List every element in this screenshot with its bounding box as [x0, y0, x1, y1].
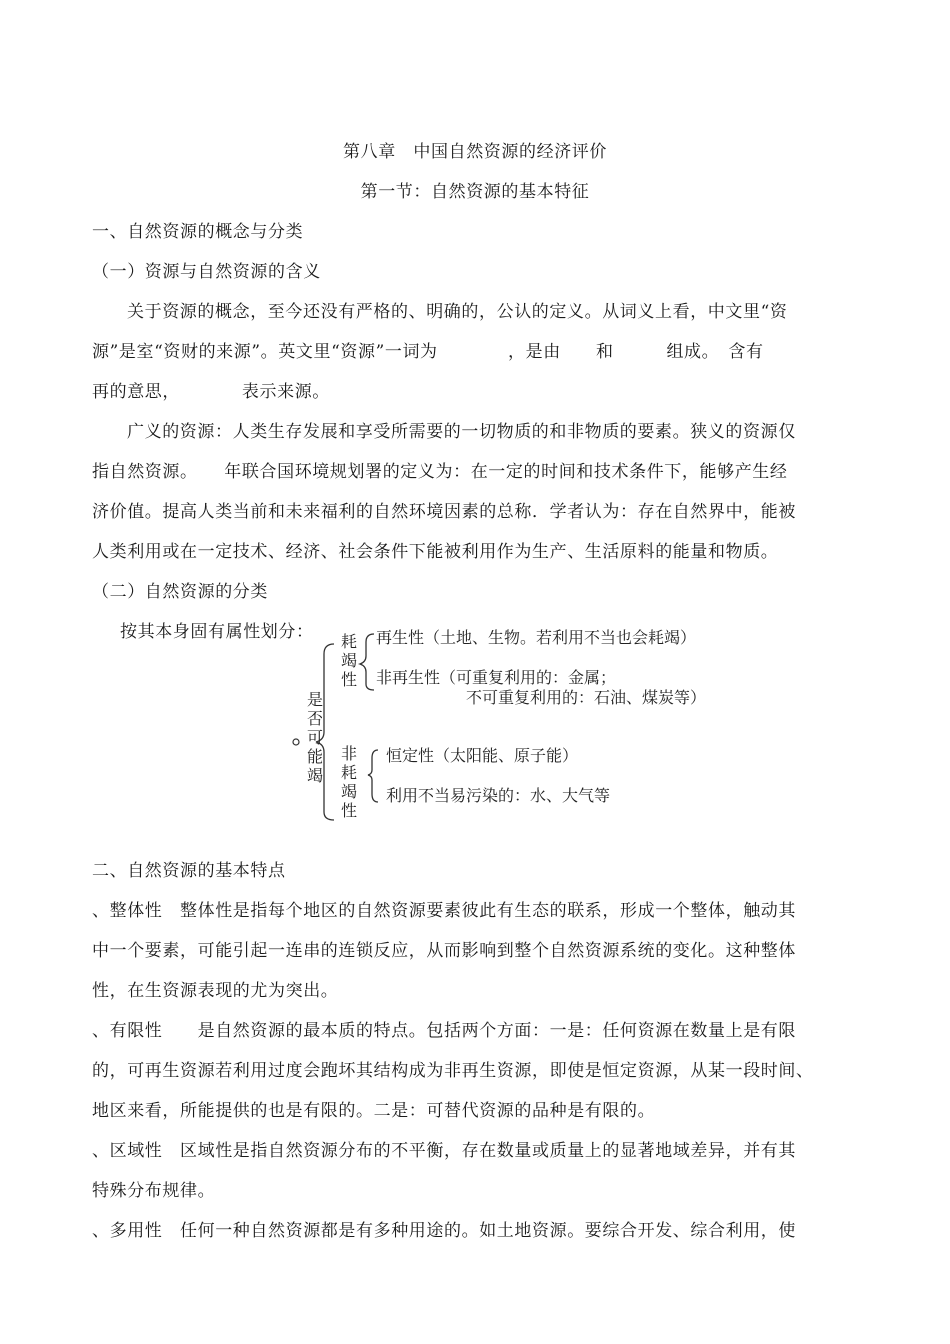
- paragraph-line: 再的意思， 表示来源。: [92, 382, 330, 402]
- paragraph-line: 中一个要素，可能引起一连串的连锁反应，从而影响到整个自然资源系统的变化。这种整体: [92, 941, 796, 961]
- paragraph-line: 、有限性 是自然资源的最本质的特点。包括两个方面：一是：任何资源在数量上是有限: [92, 1021, 796, 1041]
- non-renewable-text-2: 不可重复利用的：石油、煤炭等）: [466, 688, 707, 707]
- heading-concepts: 一、自然资源的概念与分类: [92, 222, 304, 242]
- non-exhaustible-label-vertical: [340, 744, 358, 820]
- branch-char: 竭: [340, 782, 357, 801]
- branch-char: 性: [340, 670, 357, 689]
- paragraph-line: 特殊分布规律。: [92, 1181, 216, 1201]
- pollutable-text: 利用不当易污染的：水、大气等: [386, 786, 611, 805]
- root-char: 否: [306, 709, 323, 728]
- root-char: 可: [306, 728, 323, 747]
- classification-intro: 按其本身固有属性划分：: [120, 622, 314, 642]
- classification-diagram: [290, 622, 750, 832]
- paragraph-line: 的，可再生资源若利用过度会跑坏其结构成为非再生资源，即使是恒定资源，从某一段时间、: [92, 1061, 814, 1081]
- paragraph-line: 源”是室“资财的来源”。英文里“资源”一词为 ，是由 和 组成。 含有: [92, 342, 764, 362]
- subheading-classification: （二）自然资源的分类: [92, 582, 268, 602]
- section-title: 第一节：自然资源的基本特征: [360, 182, 590, 202]
- subheading-meaning: （一）资源与自然资源的含义: [92, 262, 321, 282]
- paragraph-line: 济价值。提高人类当前和未来福利的自然环境因素的总称．学者认为：存在自然界中，能被: [92, 502, 796, 522]
- branch-char: 性: [340, 801, 357, 820]
- root-label-vertical: [306, 690, 324, 785]
- branch-char: 耗: [340, 763, 357, 782]
- root-marker: [293, 739, 299, 745]
- paragraph-line: 、整体性 整体性是指每个地区的自然资源要素彼此有生态的联系，形成一个整体，触动其: [92, 901, 796, 921]
- paragraph-line: 性，在生资源表现的尤为突出。: [92, 981, 339, 1001]
- chapter-title: 第八章 中国自然资源的经济评价: [343, 142, 607, 162]
- upper-brace: [360, 634, 374, 690]
- exhaustible-label-vertical: [340, 632, 358, 689]
- lower-brace: [368, 750, 378, 802]
- branch-char: 非: [340, 744, 357, 763]
- root-char: 竭: [306, 766, 323, 785]
- paragraph-line: 、多用性 任何一种自然资源都是有多种用途的。如土地资源。要综合开发、综合利用，使: [92, 1221, 796, 1241]
- branch-char: 耗: [340, 632, 357, 651]
- root-char: 是: [306, 690, 323, 709]
- paragraph-line: 广义的资源：人类生存发展和享受所需要的一切物质的和非物质的要素。狭义的资源仅: [127, 422, 796, 442]
- paragraph-line: 、区域性 区域性是指自然资源分布的不平衡，存在数量或质量上的显著地域差异，并有其: [92, 1141, 796, 1161]
- renewable-text: 再生性（土地、生物。若利用不当也会耗竭）: [376, 628, 697, 647]
- constant-text: 恒定性（太阳能、原子能）: [386, 746, 579, 765]
- branch-char: 竭: [340, 651, 357, 670]
- paragraph-line: 关于资源的概念，至今还没有严格的、明确的，公认的定义。从词义上看，中文里“资: [127, 302, 788, 322]
- paragraph-line: 指自然资源。 年联合国环境规划署的定义为：在一定的时间和技术条件下，能够产生经: [92, 462, 788, 482]
- paragraph-line: 地区来看，所能提供的也是有限的。二是：可替代资源的品种是有限的。: [92, 1101, 656, 1121]
- paragraph-line: 人类利用或在一定技术、经济、社会条件下能被利用作为生产、生活原料的能量和物质。: [92, 542, 779, 562]
- root-char: 能: [306, 747, 323, 766]
- heading-characteristics: 二、自然资源的基本特点: [92, 861, 286, 881]
- non-renewable-text-1: 非再生性（可重复利用的：金属；: [376, 668, 617, 687]
